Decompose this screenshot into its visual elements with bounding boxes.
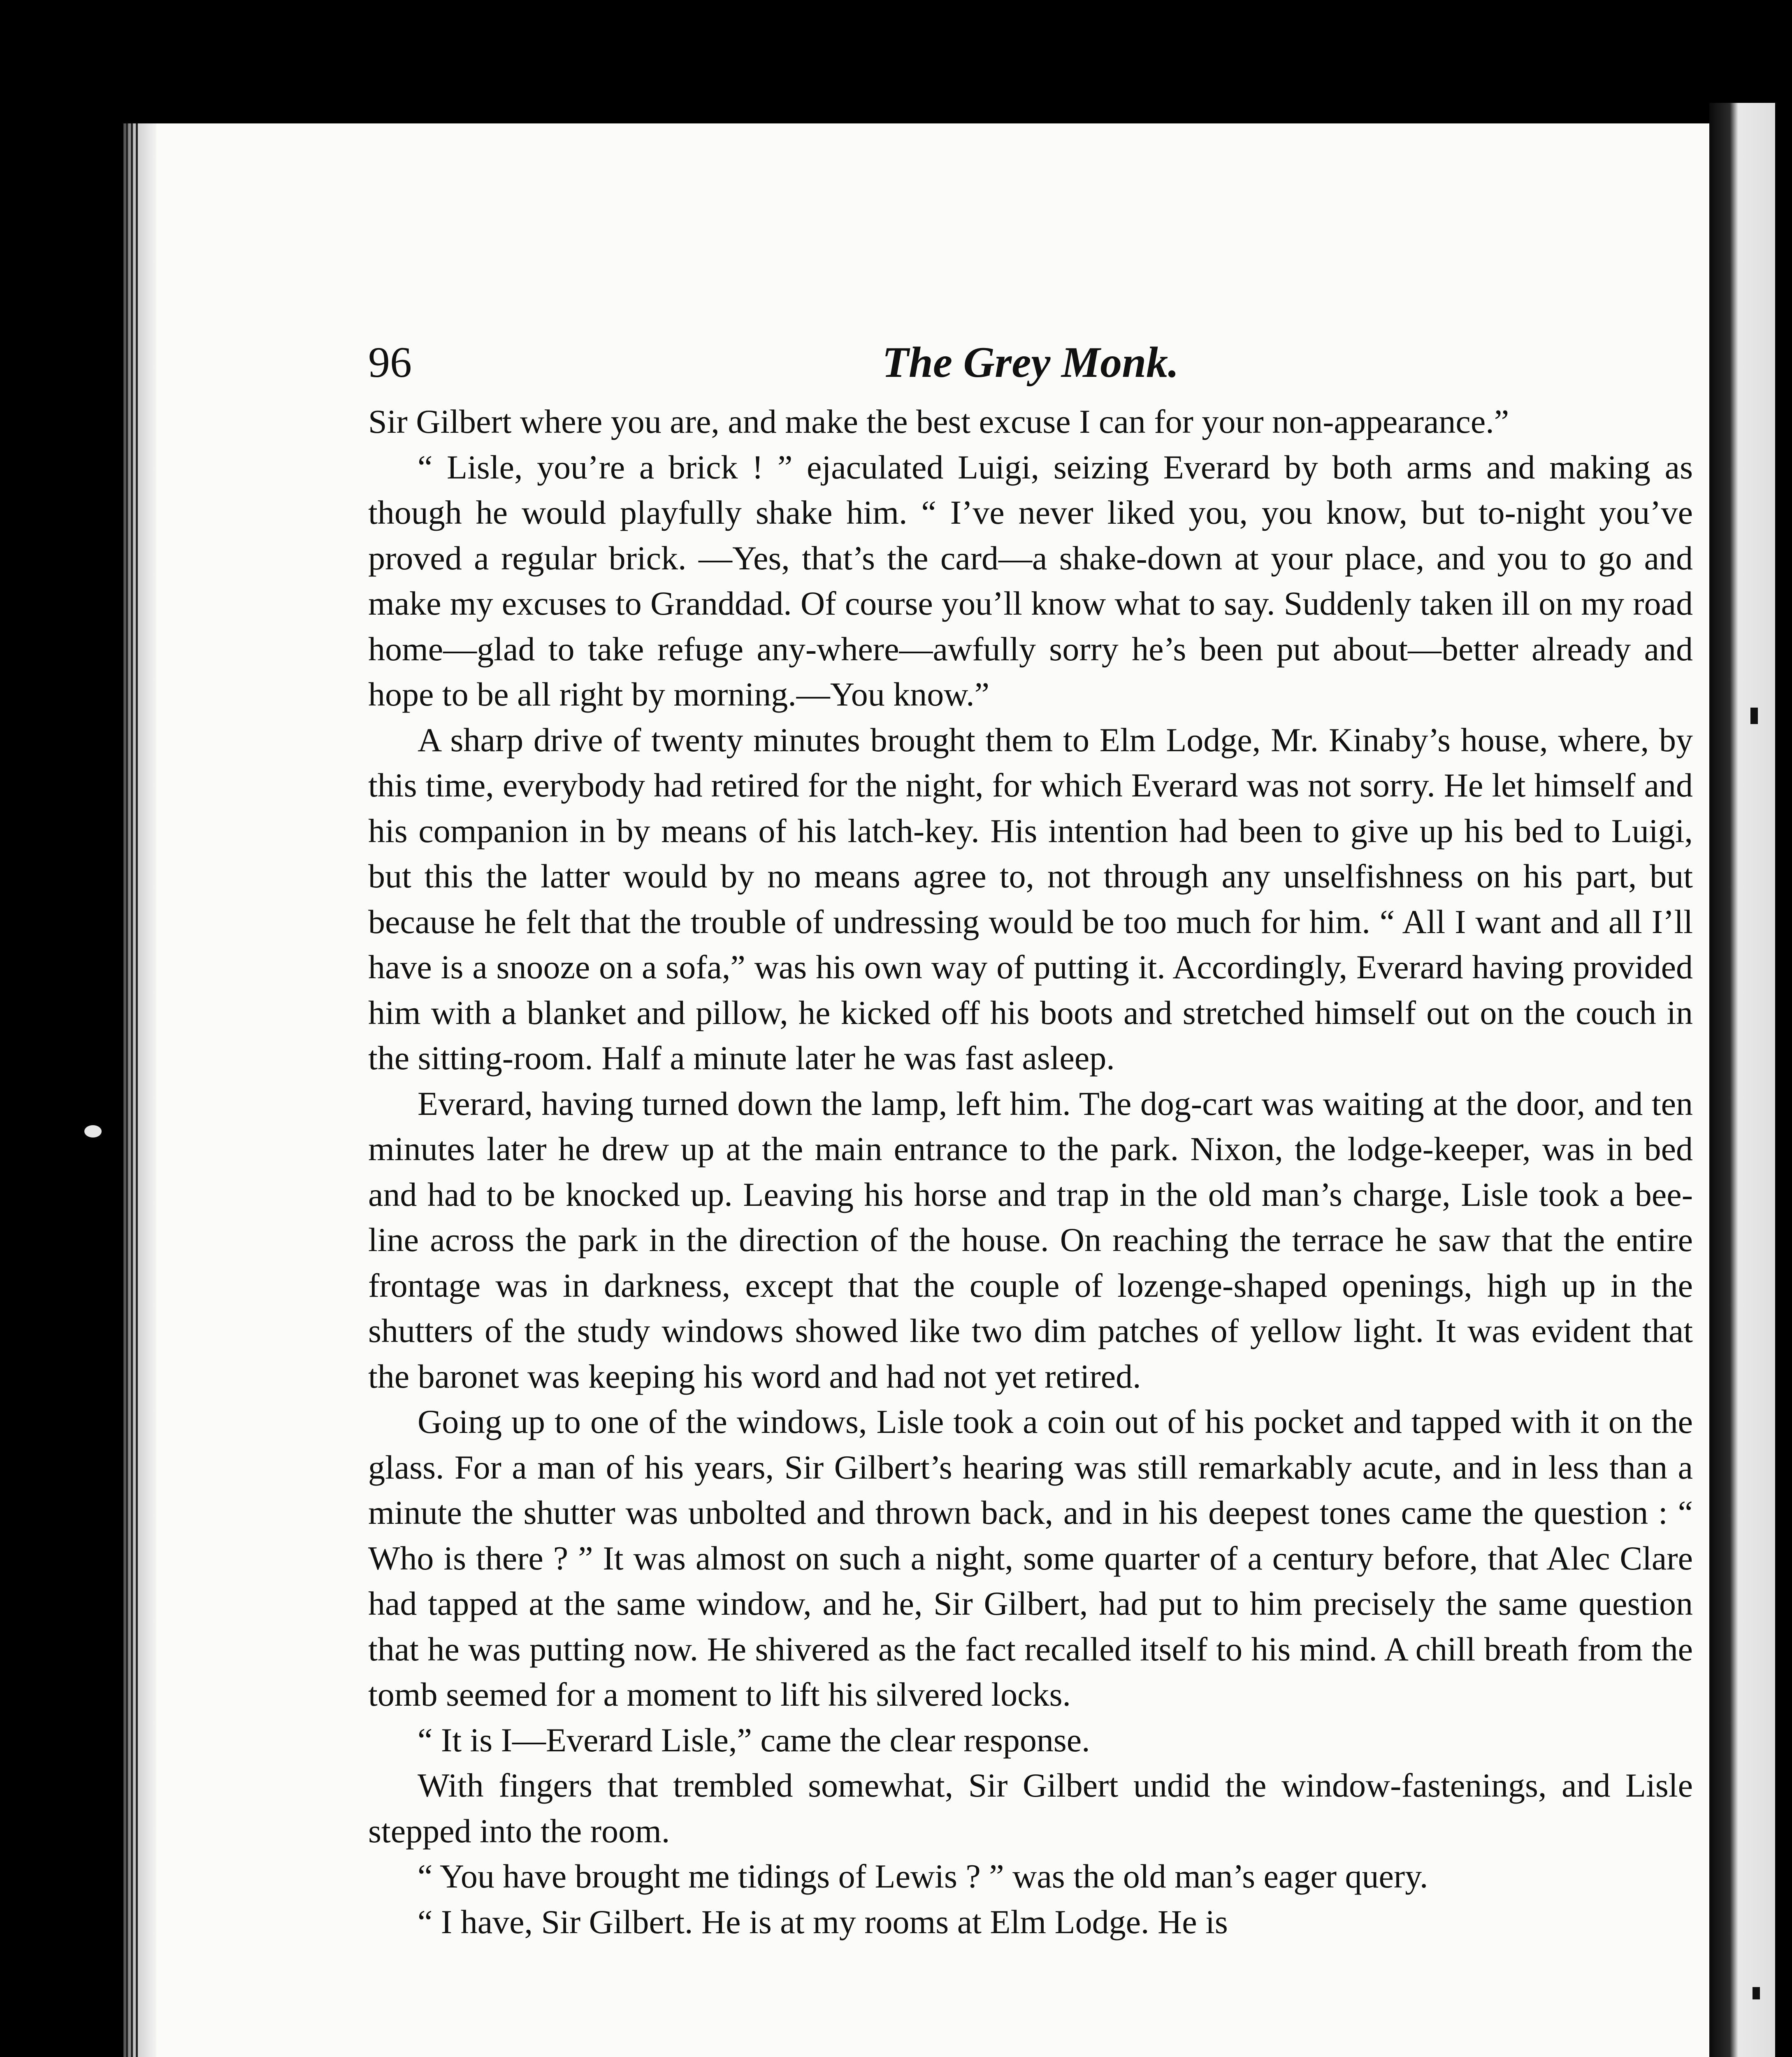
scanned-page (123, 123, 1715, 2057)
binding-gutter (123, 123, 156, 2057)
paragraph: Going up to one of the windows, Lisle took a coin out of his pocket and tapped with it on the glass. For a man of his years, Sir Gilbert’s hearing was still remarkably acute, and in less than a minute the shutter was unbolted and thrown back, and in his deepest tones came the question : “ Who is there ? ” It was almost on such a night, some quarter of a century before, that Alec Clare had tapped at the same window, and he, Sir Gilbert, had put to him precisely the same question that he was putting now. He shivered as the fact recalled itself to his mind. A chill breath from the tomb seemed for a moment to lift his silvered locks. (368, 1403, 1693, 1713)
text-block (368, 337, 1693, 1945)
page-number: 96 (368, 338, 412, 386)
page-header (368, 337, 1693, 399)
paragraph: Sir Gilbert where you are, and make the best excuse I can for your non-appearance.” (368, 403, 1509, 440)
running-title: The Grey Monk. (882, 338, 1179, 386)
margin-speck (84, 1125, 102, 1138)
paragraph: “ Lisle, you’re a brick ! ” ejaculated Luigi, seizing Everard by both arms and making as though he would playfully shake him. “ I’ve never liked you, you know, but to-night you’ve proved a regular brick. —Yes, that’s the card—a shake-down at your place, and you to go and make my excuses to Granddad. Of course you’ll know what to say. Suddenly taken ill on my road home—glad to take refuge any-where—awfully sorry he’s been put about—better already and hope to be all right by morning.—You know.” (368, 448, 1693, 713)
paragraph: With fingers that trembled somewhat, Sir Gilbert undid the window-fastenings, and Lisle stepped into the room. (368, 1767, 1693, 1850)
paragraph: “ You have brought me tidings of Lewis ? ” was the old man’s eager query. (418, 1857, 1428, 1895)
paragraph: Everard, having turned down the lamp, left him. The dog-cart was waiting at the door, and ten minutes later he drew up at the main entrance to the park. Nixon, the lodge-keeper, was in bed and had to be knocked up. Leaving his horse and trap in the old man’s charge, Lisle took a bee-line across the park in the direction of the house. On reaching the terrace he saw that the entire frontage was in darkness, except that the couple of lozenge-shaped openings, high up in the shutters of the study windows showed like two dim patches of yellow light. It was evident that the baronet was keeping his word and had not yet retired. (368, 1084, 1693, 1395)
paragraph: A sharp drive of twenty minutes brought them to Elm Lodge, Mr. Kinaby’s house, where, by this time, everybody had retired for the night, for which Everard was not sorry. He let himself and his companion in by means of his latch-key. His intention had been to give up his bed to Luigi, but this the latter would by no means agree to, not through any unselfishness on his part, but because he felt that the trouble of undressing would be too much for him. “ All I want and all I’ll have is a snooze on a sofa,” was his own way of putting it. Accordingly, Everard having provided him with a blanket and pillow, he kicked off his boots and stretched himself out on the couch in the sitting-room. Half a minute later he was fast asleep. (368, 721, 1693, 1077)
body-text (368, 399, 1693, 1945)
paragraph: “ I have, Sir Gilbert. He is at my rooms at Elm Lodge. He is (418, 1903, 1228, 1941)
paragraph: “ It is I—Everard Lisle,” came the clear response. (418, 1721, 1090, 1759)
facing-page-edge (1709, 103, 1775, 2057)
